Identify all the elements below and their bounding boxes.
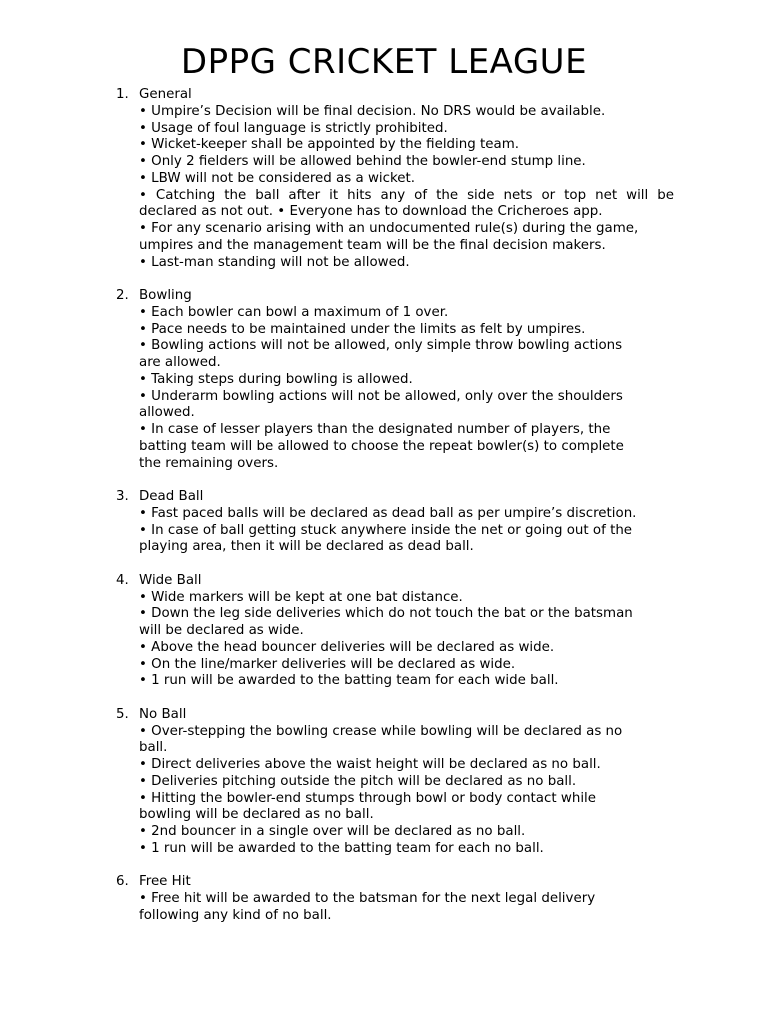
rule-line: • 1 run will be awarded to the batting team for each wide ball.: [139, 673, 559, 689]
rule-line: • Wide markers will be kept at one bat distance.: [139, 589, 463, 605]
section-bowling: [116, 288, 674, 472]
section-number: 3.: [116, 489, 129, 504]
rule-line: ball.: [139, 740, 168, 756]
rule-line: • Over-stepping the bowling crease while bowling will be declared as no: [139, 723, 623, 739]
section-dead-ball: [116, 489, 674, 556]
rule-line: • Bowling actions will not be allowed, only simple throw bowling actions: [139, 338, 623, 354]
rule-line: • Only 2 fielders will be allowed behind the bowler-end stump line.: [139, 154, 586, 169]
rule-line: • Last-man standing will not be allowed.: [139, 254, 410, 270]
rule-line: allowed.: [139, 405, 195, 421]
section-heading: General: [139, 87, 192, 102]
rule-line: • For any scenario arising with an undocumented rule(s) during the game,: [139, 221, 639, 236]
rule-line: • Hitting the bowler-end stumps through bowl or body contact while: [139, 790, 597, 806]
rule-line: • LBW will not be considered as a wicket.: [139, 170, 416, 186]
rule-line: • Wicket-keeper shall be appointed by the fielding team.: [139, 137, 520, 153]
rule-line: umpires and the management team will be the final decision makers.: [139, 237, 606, 253]
section-heading: No Ball: [139, 706, 187, 722]
section-heading: Bowling: [139, 288, 192, 303]
section-number: 2.: [116, 288, 129, 303]
rule-line: • Usage of foul language is strictly prohibited.: [139, 120, 448, 136]
rule-line: • 1 run will be awarded to the batting team for each no ball.: [139, 840, 544, 856]
rule-line: • On the line/marker deliveries will be declared as wide.: [139, 656, 516, 672]
rule-line: • Pace needs to be maintained under the limits as felt by umpires.: [139, 321, 586, 337]
rule-line: batting team will be allowed to choose the repeat bowler(s) to complete: [139, 438, 624, 454]
rules-list: [116, 87, 674, 941]
rule-line: • Taking steps during bowling is allowed.: [139, 371, 413, 387]
rule-line: • Fast paced balls will be declared as dead ball as per umpire’s discretion.: [139, 505, 637, 521]
rule-line: • Free hit will be awarded to the batsman for the next legal delivery: [139, 891, 596, 906]
rule-line: • Direct deliveries above the waist height will be declared as no ball.: [139, 757, 601, 772]
rule-line: the remaining overs.: [139, 455, 279, 471]
rule-line: playing area, then it will be declared as dead ball.: [139, 539, 474, 555]
section-number: 4.: [116, 572, 129, 588]
rule-line: are allowed.: [139, 355, 221, 370]
rule-line: • Catching the ball after it hits any of the side nets or top net will be: [139, 187, 674, 203]
rule-line: • In case of lesser players than the designated number of players, the: [139, 422, 611, 437]
rule-line: following any kind of no ball.: [139, 907, 332, 923]
section-general: [116, 87, 674, 271]
section-number: 6.: [116, 874, 129, 890]
section-number: 5.: [116, 706, 129, 722]
section-heading: Wide Ball: [139, 572, 202, 588]
rule-line: • Underarm bowling actions will not be allowed, only over the shoulders: [139, 388, 623, 404]
section-heading: Dead Ball: [139, 489, 204, 504]
rule-line: • Down the leg side deliveries which do not touch the bat or the batsman: [139, 606, 633, 622]
section-no-ball: [116, 707, 674, 858]
rule-line: • Each bowler can bowl a maximum of 1 over.: [139, 304, 449, 320]
rule-line: will be declared as wide.: [139, 623, 304, 638]
section-free-hit: [116, 874, 674, 924]
section-number: 1.: [116, 87, 129, 102]
section-heading: Free Hit: [139, 874, 191, 890]
rule-line: declared as not out. • Everyone has to download the Cricheroes app.: [139, 204, 603, 220]
rule-line: bowling will be declared as no ball.: [139, 807, 374, 823]
rule-line: • Umpire’s Decision will be final decision. No DRS would be available.: [139, 103, 606, 119]
rule-line: • Deliveries pitching outside the pitch will be declared as no ball.: [139, 773, 577, 789]
document-title: DPPG CRICKET LEAGUE: [180, 42, 588, 82]
rule-line: • 2nd bouncer in a single over will be declared as no ball.: [139, 824, 526, 839]
rule-line: • In case of ball getting stuck anywhere inside the net or going out of the: [139, 522, 633, 538]
rule-line: • Above the head bouncer deliveries will be declared as wide.: [139, 639, 555, 655]
section-wide-ball: [116, 573, 674, 690]
